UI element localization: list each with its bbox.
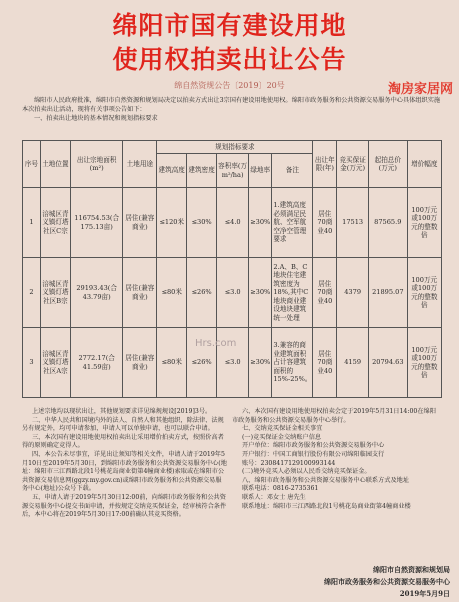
col-density: 建筑密度 [187,154,217,188]
cell-deposit: 4159 [337,328,369,398]
body-right-column [232,408,442,511]
title-line-2: 使用权拍卖出让公告 [112,45,347,74]
cell-term: 居住70商业40 [313,258,337,328]
col-area: 出让宗地面积(m²) [70,141,122,188]
cell-location: 涪城区青义镇灯塔社区A宗 [40,328,70,398]
cell-note: 1.建筑高度必须满足民航、空军航空净空管理要求 [272,188,313,258]
col-use: 土地用途 [123,141,157,188]
paragraph: 联系人：邓女士 唐先生 [242,493,306,501]
col-plan: 规划指标要求 [157,141,313,154]
cell-start: 87565.9 [369,188,407,258]
cell-term: 居住70商业40 [313,188,337,258]
cell-note: 2.A、B、C地块住宅建筑密度为18%,其中C地块商业建设地块建筑统一处理 [272,258,313,328]
cell-green: ≥30% [249,188,272,258]
land-parcel-table [22,140,442,398]
paragraph: 开户单位：绵阳市政务服务和公共资源交易服务中心 [242,442,385,450]
cell-far: ≤3.0 [217,258,249,328]
signature-agency-1: 绵阳市自然资源和规划局 [373,565,450,574]
cell-no: 2 [23,258,41,328]
col-location: 土地位置 [40,141,70,188]
paragraph: 八、绵阳市政务服务和公共资源交易服务中心联系方式及地址 [242,476,410,484]
cell-inc: 100万元或100万元的整数倍 [407,258,441,328]
intro [22,96,442,123]
center-watermark: Hrs.com [195,338,237,349]
paragraph: 七、交纳竞买保证金相关事宜 [242,425,323,433]
cell-deposit: 4379 [337,258,369,328]
paragraph: (二)境外竞买人必须以人民币交纳竞买保证金。 [242,468,371,476]
col-deposit: 竞买保证金(万元) [337,141,369,188]
cell-height: ≤120米 [157,188,187,258]
paragraph: 二、中华人民共和国境内外的法人、自然人和其他组织，除法律、法规另有规定外，均可申请参加，申请人可以单独申请，也可以联合申请。 [22,416,224,433]
paragraph: 上述宗地均以现状出让，其他规划要求详见绵规规设[2019]3号。 [32,408,212,415]
paragraph: 开户银行：中国工商银行股份有限公司绵阳临园支行 [242,450,385,458]
paragraph: 六、本次国有建设用地使用权拍卖会定于2019年5月31日14:00在绵阳市政务服务和公共资源交易服务中心举行。 [232,408,436,424]
cell-no: 1 [23,188,41,258]
cell-green: ≥30% [249,258,272,328]
col-height: 建筑高度 [157,154,187,188]
cell-green: ≥30% [249,328,272,398]
cell-inc: 100万元或100万元的整数倍 [407,328,441,398]
cell-area: 116754.53(合175.13亩) [70,188,122,258]
col-green: 绿地率 [249,154,272,188]
cell-height: ≤80米 [157,258,187,328]
signature-agency-2: 绵阳市政务服务和公共资源交易服务中心 [324,577,450,586]
paragraph: 四、本公告未尽事宜，详见出让须知等相关文件，申请人请于2019年5月10日至2019年5月30日，到绵阳市政务服务和公共资源交易服务中心(地址：绵阳市三江西路北段1号桃花岛商业街第4幢商业楼)索取或在绵阳市公共资源交易信息网(ggzy.my.gov.cn)或绵阳市政务服务和公共资源交易服务中心(地址)公众号下载。 [22,450,227,493]
cell-area: 2772.17(合41.59亩) [70,328,122,398]
cell-far: ≤3.0 [217,328,249,398]
cell-use: 居住(兼容商业) [123,328,157,398]
col-start: 起拍总价(万元) [369,141,407,188]
cell-use: 居住(兼容商业) [123,258,157,328]
cell-start: 20794.63 [369,328,407,398]
signature-date: 2019年5月9日 [399,589,450,598]
paragraph: 五、申请人请于2019年5月30日12:00前，向绵阳市政务服务和公共资源交易服务中心提交书面申请，并按规定交纳竞买保证金，经审核符合条件后，本中心将在2019年5月30日17:00前确认其竞买资格。 [22,493,227,519]
document-number: 绵自然资规公告〔2019〕20号 [174,81,285,90]
col-term: 出让年限(年) [313,141,337,188]
paragraph: 联系电话：0816-2735361 [242,485,319,493]
col-far: 容积率(万m²/ha) [217,154,249,188]
cell-term: 居住70商业40 [313,328,337,398]
section-heading: 一、拍卖出让地块的基本情况和规划指标要求 [34,115,158,122]
cell-density: ≤30% [187,188,217,258]
cell-inc: 100万元或100万元的整数倍 [407,188,441,258]
cell-density: ≤26% [187,328,217,398]
cell-start: 21895.07 [369,258,407,328]
cell-area: 29193.43(合43.79亩) [70,258,122,328]
paragraph: 账号：2308417129100993144 [242,459,336,467]
site-watermark: 淘房家居网 [387,82,453,97]
cell-location: 涪城区青义镇灯塔社区C宗 [40,188,70,258]
table-row [23,188,442,258]
cell-far: ≤4.0 [217,188,249,258]
paragraph: 三、本次国有建设用地使用权拍卖出让采用增价拍卖方式，按照价高者得的原则确定竞得人。 [22,433,224,450]
cell-density: ≤26% [187,258,217,328]
paragraph: 联系地址：绵阳市三江西路北段1号桃花岛商业街第4幢商业楼 [242,502,411,510]
cell-height: ≤80米 [157,328,187,398]
intro-paragraph: 绵阳市人民政府批准，绵阳市自然资源和规划局决定以拍卖方式出让3宗国有建设用地使用权。绵阳市政务服务和公共资源交易服务中心具体组织实施本次拍卖出让活动，现将有关事项公告如下： [22,97,441,113]
title-line-1: 绵阳市国有建设用地 [112,11,347,40]
cell-no: 3 [23,328,41,398]
cell-location: 涪城区青义镇灯塔社区B宗 [40,258,70,328]
cell-note: 3.兼容的商业建筑面积占计容建筑面积的15%-25%。 [272,328,313,398]
table-row [23,258,442,328]
col-no: 序号 [23,141,41,188]
paragraph: (一)竞买保证金交纳账户信息 [242,433,322,441]
col-inc: 增价幅度 [407,141,441,188]
body-left-column [22,408,227,520]
cell-use: 居住(兼容商业) [123,188,157,258]
cell-deposit: 17513 [337,188,369,258]
col-note: 备注 [272,154,313,188]
